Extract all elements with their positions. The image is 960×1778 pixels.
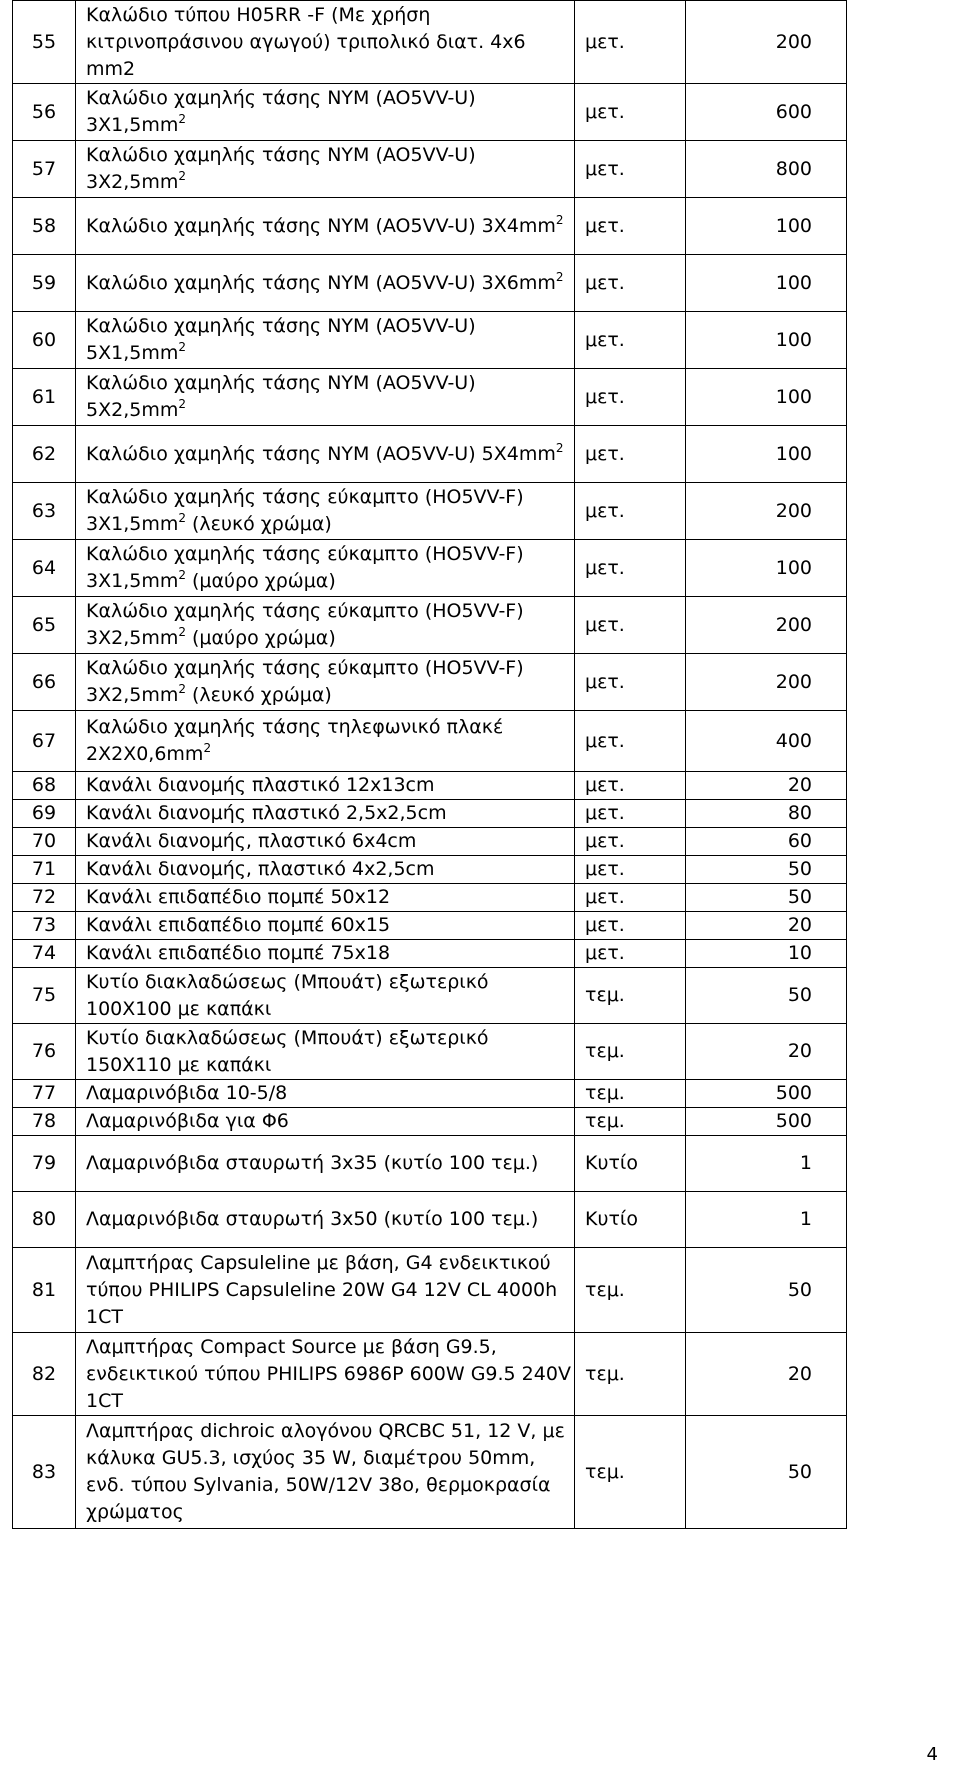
table-row [13, 84, 847, 141]
table-row [13, 540, 847, 597]
item-quantity: 50 [686, 968, 847, 1024]
item-description [76, 1248, 575, 1333]
items-table-body [13, 1, 847, 1529]
item-description-text: Κυτίο διακλαδώσεως (Μπουάτ) εξωτερικό 150X110 με καπάκι [86, 1026, 489, 1076]
item-description [76, 828, 575, 856]
item-quantity: 50 [686, 1248, 847, 1333]
item-quantity: 1 [686, 1136, 847, 1192]
item-description-text: Καλώδιο χαμηλής τάσης NYM (AO5VV-U) 3X2,5mm [86, 144, 476, 193]
item-description [76, 711, 575, 772]
item-quantity: 50 [686, 1416, 847, 1529]
item-unit: μετ. [575, 369, 686, 426]
item-description-text: Κανάλι διανομής πλαστικό 12x13cm [86, 774, 435, 796]
item-description-text: Λαμαρινόβιδα 10-5/8 [86, 1082, 288, 1104]
table-row [13, 1333, 847, 1416]
item-description-text: Κανάλι επιδαπέδιο πομπέ 75x18 [86, 942, 391, 964]
item-description-text: Κανάλι διανομής, πλαστικό 4x2,5cm [86, 858, 435, 880]
item-quantity: 20 [686, 772, 847, 800]
item-description [76, 1136, 575, 1192]
table-row [13, 426, 847, 483]
item-quantity: 50 [686, 856, 847, 884]
item-unit: μετ. [575, 828, 686, 856]
item-description-suffix: (μαύρο χρώμα) [185, 627, 336, 649]
table-row [13, 968, 847, 1024]
item-description-superscript: 2 [178, 511, 186, 525]
item-quantity: 1 [686, 1192, 847, 1248]
item-number: 73 [13, 912, 76, 940]
table-row [13, 483, 847, 540]
item-number: 66 [13, 654, 76, 711]
item-quantity: 800 [686, 141, 847, 198]
item-description [76, 426, 575, 483]
item-unit: τεμ. [575, 1108, 686, 1136]
item-description-text: Καλώδιο χαμηλής τάσης NYM (AO5VV-U) 5X4mm [86, 442, 556, 465]
item-number: 77 [13, 1080, 76, 1108]
table-row [13, 369, 847, 426]
item-number: 67 [13, 711, 76, 772]
item-description-text: Κανάλι επιδαπέδιο πομπέ 60x15 [86, 914, 391, 936]
item-unit: μετ. [575, 856, 686, 884]
item-number: 65 [13, 597, 76, 654]
item-number: 74 [13, 940, 76, 968]
item-quantity: 100 [686, 540, 847, 597]
item-number: 75 [13, 968, 76, 1024]
item-number: 81 [13, 1248, 76, 1333]
item-description-text: Καλώδιο χαμηλής τάσης εύκαμπτο (HO5VV-F) 3X1,5mm [86, 486, 524, 535]
item-quantity: 60 [686, 828, 847, 856]
item-description [76, 1080, 575, 1108]
item-description-text: Λαμπτήρας Capsuleline με βάση, G4 ενδεικτικού τύπου PHILIPS Capsuleline 20W G4 12V CL 4000h 1CT [86, 1251, 558, 1328]
item-description [76, 940, 575, 968]
table-row [13, 141, 847, 198]
table-row [13, 255, 847, 312]
table-row [13, 912, 847, 940]
item-quantity: 10 [686, 940, 847, 968]
item-number: 78 [13, 1108, 76, 1136]
item-number: 55 [13, 1, 76, 84]
item-quantity: 20 [686, 1333, 847, 1416]
item-number: 58 [13, 198, 76, 255]
item-description [76, 1416, 575, 1529]
item-description [76, 84, 575, 141]
item-description [76, 255, 575, 312]
item-quantity: 100 [686, 255, 847, 312]
item-unit: τεμ. [575, 968, 686, 1024]
item-unit: μετ. [575, 711, 686, 772]
item-description [76, 312, 575, 369]
item-number: 69 [13, 800, 76, 828]
item-description-text: Καλώδιο χαμηλής τάσης εύκαμπτο (HO5VV-F) 3X1,5mm [86, 543, 524, 592]
item-quantity: 400 [686, 711, 847, 772]
item-number: 60 [13, 312, 76, 369]
item-description [76, 141, 575, 198]
item-description-text: Καλώδιο χαμηλής τάσης NYM (AO5VV-U) 3X1,5mm [86, 87, 476, 136]
item-description-text: Λαμπτήρας Compact Source με βάση G9.5, ενδεικτικού τύπου PHILIPS 6986P 600W G9.5 240V 1CT [86, 1335, 571, 1412]
item-description-text: Καλώδιο τύπου H05RR -F (Με χρήση κιτρινοπράσινου αγωγού) τριπολικό διατ. 4x6 mm2 [86, 3, 526, 80]
item-description [76, 884, 575, 912]
item-quantity: 100 [686, 426, 847, 483]
item-unit: μετ. [575, 940, 686, 968]
item-number: 63 [13, 483, 76, 540]
table-row [13, 940, 847, 968]
item-quantity: 100 [686, 312, 847, 369]
item-description [76, 772, 575, 800]
item-unit: μετ. [575, 800, 686, 828]
item-quantity: 200 [686, 483, 847, 540]
item-description [76, 968, 575, 1024]
page-number: 4 [926, 1744, 938, 1765]
item-description [76, 654, 575, 711]
item-description-suffix: (λευκό χρώμα) [185, 513, 332, 535]
table-row [13, 856, 847, 884]
item-description-suffix: (λευκό χρώμα) [185, 684, 332, 706]
item-description-text: Καλώδιο χαμηλής τάσης NYM (AO5VV-U) 3X4mm [86, 214, 556, 237]
item-quantity: 500 [686, 1080, 847, 1108]
item-quantity: 500 [686, 1108, 847, 1136]
item-number: 59 [13, 255, 76, 312]
item-number: 79 [13, 1136, 76, 1192]
item-number: 72 [13, 884, 76, 912]
table-row [13, 597, 847, 654]
item-description [76, 1024, 575, 1080]
item-number: 68 [13, 772, 76, 800]
item-unit: μετ. [575, 255, 686, 312]
item-description-text: Λαμπτήρας dichroic αλογόνου QRCBC 51, 12 V, με κάλυκα GU5.3, ισχύος 35 W, διαμέτρου 50mm, ενδ. τύπου Sylvania, 50W/12V 38o, θερμοκρασία χρώματος [86, 1420, 565, 1523]
item-number: 61 [13, 369, 76, 426]
item-unit: μετ. [575, 884, 686, 912]
item-unit: μετ. [575, 198, 686, 255]
item-description-superscript: 2 [178, 169, 186, 183]
item-number: 80 [13, 1192, 76, 1248]
item-number: 57 [13, 141, 76, 198]
table-row [13, 1080, 847, 1108]
item-description-suffix: (μαύρο χρώμα) [185, 570, 336, 592]
item-unit: τεμ. [575, 1416, 686, 1529]
table-row [13, 828, 847, 856]
item-description [76, 1192, 575, 1248]
table-row [13, 654, 847, 711]
table-row [13, 1024, 847, 1080]
item-unit: μετ. [575, 141, 686, 198]
item-unit: μετ. [575, 426, 686, 483]
item-number: 71 [13, 856, 76, 884]
table-row [13, 1248, 847, 1333]
item-description-superscript: 2 [178, 568, 186, 582]
table-row [13, 800, 847, 828]
table-row [13, 1192, 847, 1248]
item-quantity: 200 [686, 654, 847, 711]
item-unit: Κυτίο [575, 1192, 686, 1248]
item-unit: τεμ. [575, 1024, 686, 1080]
item-unit: μετ. [575, 1, 686, 84]
item-description [76, 540, 575, 597]
item-quantity: 600 [686, 84, 847, 141]
item-quantity: 200 [686, 1, 847, 84]
item-quantity: 80 [686, 800, 847, 828]
item-number: 70 [13, 828, 76, 856]
table-row [13, 198, 847, 255]
item-description [76, 597, 575, 654]
item-unit: μετ. [575, 654, 686, 711]
item-description [76, 198, 575, 255]
item-quantity: 100 [686, 198, 847, 255]
item-unit: μετ. [575, 483, 686, 540]
table-row [13, 1136, 847, 1192]
item-unit: Κυτίο [575, 1136, 686, 1192]
item-description-text: Καλώδιο χαμηλής τάσης NYM (AO5VV-U) 3X6mm [86, 271, 556, 294]
item-quantity: 20 [686, 912, 847, 940]
table-row [13, 1108, 847, 1136]
item-number: 82 [13, 1333, 76, 1416]
item-description [76, 1333, 575, 1416]
item-description-superscript: 2 [178, 397, 186, 411]
table-row [13, 1416, 847, 1529]
item-number: 76 [13, 1024, 76, 1080]
item-unit: τεμ. [575, 1080, 686, 1108]
item-unit: τεμ. [575, 1333, 686, 1416]
item-quantity: 200 [686, 597, 847, 654]
item-quantity: 50 [686, 884, 847, 912]
item-unit: μετ. [575, 912, 686, 940]
item-number: 62 [13, 426, 76, 483]
item-description-text: Καλώδιο χαμηλής τάσης εύκαμπτο (HO5VV-F) 3X2,5mm [86, 600, 524, 649]
item-unit: μετ. [575, 312, 686, 369]
item-description-superscript: 2 [555, 269, 564, 284]
table-row [13, 772, 847, 800]
table-row [13, 884, 847, 912]
item-description-superscript: 2 [178, 682, 186, 696]
items-table [12, 0, 847, 1529]
item-description-text: Κυτίο διακλαδώσεως (Μπουάτ) εξωτερικό 100X100 με καπάκι [86, 970, 489, 1020]
item-description-text: Λαμαρινόβιδα σταυρωτή 3x50 (κυτίο 100 τεμ.) [86, 1208, 539, 1230]
item-description [76, 856, 575, 884]
item-unit: μετ. [575, 540, 686, 597]
item-description-text: Κανάλι διανομής, πλαστικό 6x4cm [86, 830, 417, 852]
item-description [76, 369, 575, 426]
item-number: 64 [13, 540, 76, 597]
item-unit: τεμ. [575, 1248, 686, 1333]
item-description-text: Καλώδιο χαμηλής τάσης τηλεφωνικό πλακέ 2X2X0,6mm [86, 716, 504, 765]
table-row [13, 312, 847, 369]
item-description-text: Λαμαρινόβιδα σταυρωτή 3x35 (κυτίο 100 τεμ.) [86, 1152, 539, 1174]
item-description [76, 800, 575, 828]
item-unit: μετ. [575, 84, 686, 141]
item-description-superscript: 2 [178, 625, 186, 639]
item-description-superscript: 2 [178, 340, 186, 354]
item-quantity: 20 [686, 1024, 847, 1080]
item-quantity: 100 [686, 369, 847, 426]
item-description [76, 483, 575, 540]
item-description-superscript: 2 [555, 212, 564, 227]
item-description-text: Καλώδιο χαμηλής τάσης NYM (AO5VV-U) 5X1,5mm [86, 315, 476, 364]
table-row [13, 1, 847, 84]
item-description-superscript: 2 [555, 440, 564, 455]
item-description-superscript: 2 [178, 112, 186, 126]
item-description-text: Καλώδιο χαμηλής τάσης NYM (AO5VV-U) 5X2,5mm [86, 372, 476, 421]
item-description [76, 912, 575, 940]
item-number: 56 [13, 84, 76, 141]
item-description-text: Κανάλι διανομής πλαστικό 2,5x2,5cm [86, 802, 447, 824]
item-description [76, 1, 575, 84]
item-unit: μετ. [575, 772, 686, 800]
item-description [76, 1108, 575, 1136]
item-unit: μετ. [575, 597, 686, 654]
item-description-superscript: 2 [203, 741, 212, 755]
item-description-text: Καλώδιο χαμηλής τάσης εύκαμπτο (HO5VV-F) 3X2,5mm [86, 657, 524, 706]
item-description-text: Κανάλι επιδαπέδιο πομπέ 50x12 [86, 886, 391, 908]
item-number: 83 [13, 1416, 76, 1529]
table-row [13, 711, 847, 772]
item-description-text: Λαμαρινόβιδα για Φ6 [86, 1110, 289, 1132]
